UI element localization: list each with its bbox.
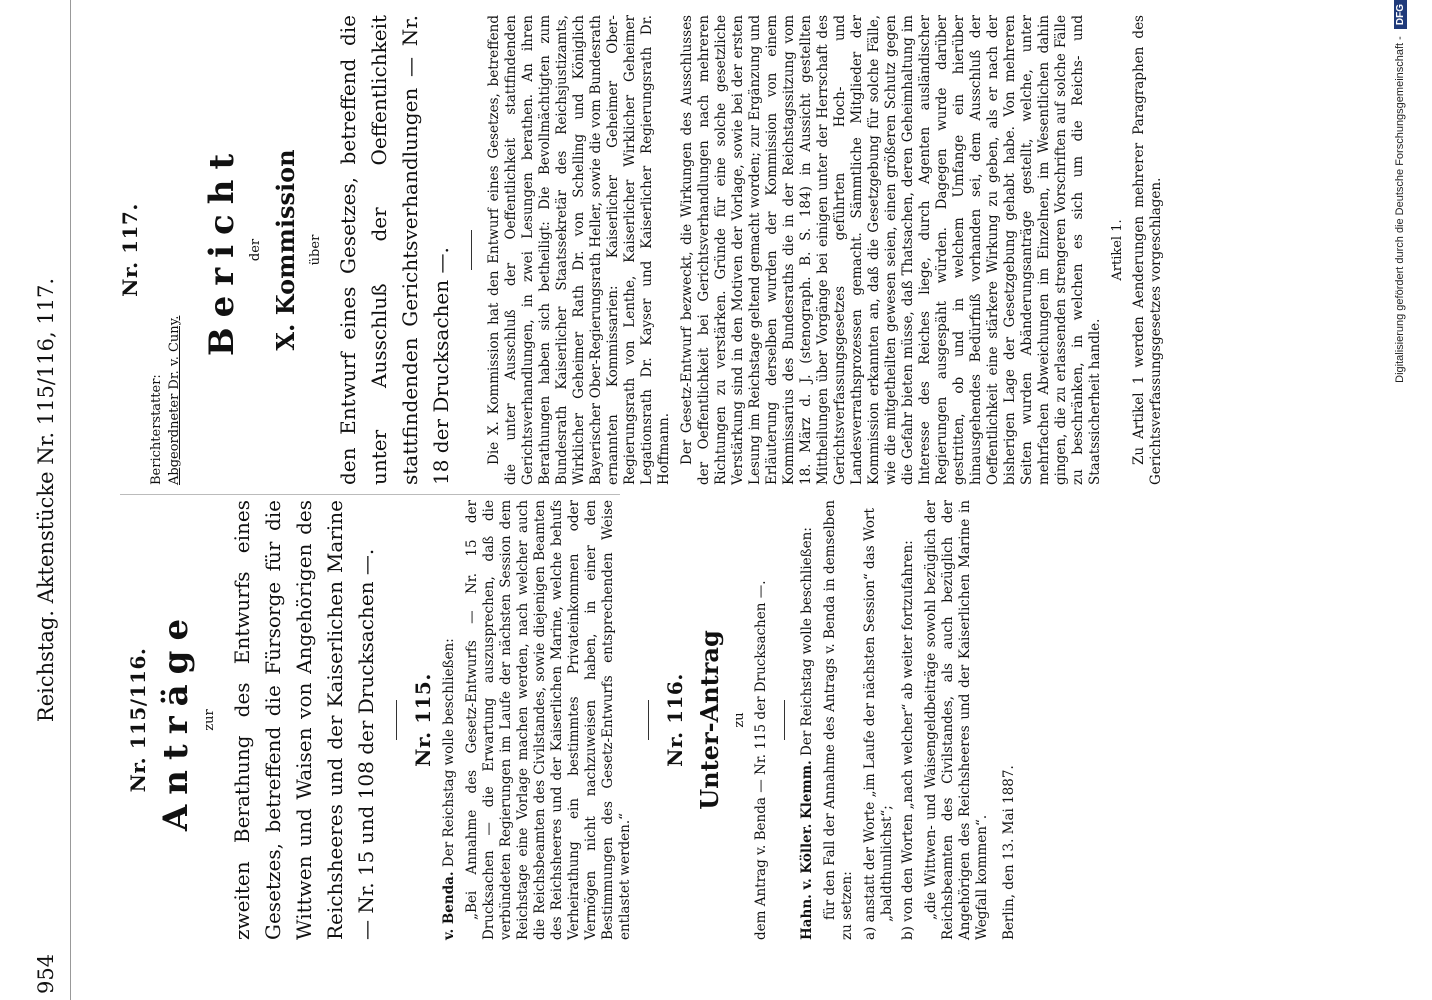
nr-115-heading: Nr. 115. — [411, 673, 435, 767]
section-rule — [784, 700, 785, 740]
section-rule — [648, 700, 649, 740]
nr-115-mover: v. Benda. — [441, 871, 457, 940]
bericht-title: Bericht — [202, 143, 242, 357]
artikel-1-heading: Artikel 1. — [1110, 219, 1125, 281]
header-rule — [70, 0, 71, 1000]
reporter-block — [148, 15, 184, 485]
ueber-label: über — [308, 234, 323, 266]
nr-116-intro-2: für den Fall der Annahme des Antrags v. Benda in demselben zu setzen: — [822, 500, 855, 940]
nr-115-116-heading: Nr. 115/116. — [126, 647, 150, 793]
nr-116-item-b: b) von den Worten „nach welcher“ ab weiter fortzufahren: — [900, 540, 916, 940]
nr-117-heading: Nr. 117. — [118, 203, 142, 297]
commission-heading: X. Kommission — [271, 149, 300, 351]
nr-116-motion — [799, 500, 816, 940]
bericht-paragraph-3: Zu Artikel 1 werden Aenderungen mehrerer Paragraphen des Gerichtsverfassungsgesetzes vorgeschlagen. — [1131, 15, 1164, 485]
page-number: 954 — [34, 953, 58, 994]
page-header — [0, 0, 70, 1000]
nr-116-item-b-quote: „die Wittwen- und Waisengeldbeiträge sowohl bezüglich der Reichsbeamten des Civilstandes, als auch bezüglich der Angehörigen des Reichsheeres und der Kaiserlichen Marine in Wegfall kommen“. — [923, 500, 990, 940]
zur-label: zur — [202, 709, 217, 731]
nr-116-heading: Nr. 116. — [663, 673, 687, 767]
nr-116-item-a: a) anstatt der Worte „im Laufe der nächsten Session“ das Wort „baldthunlichst“; — [862, 508, 895, 940]
der-label: der — [248, 238, 263, 262]
section-rule — [471, 230, 472, 270]
dfg-logo: DFG — [1394, 0, 1407, 29]
bericht-paragraph-2: Der Gesetz-Entwurf bezweckt, die Wirkungen des Ausschlusses der Oeffentlichkeit bei Gerichtsverhandlungen nach mehreren Richtungen zu verstärken. Gründe für eine solche gesetzliche Verstärkung sind in den Motiven der Vorlage, sowie bei der ersten Lesung im Reichstage geltend gemacht worden; zur Ergänzung und Erläuterung derselben wurden der Kommission von einem Kommissarius des Bundesraths die in der Reichstagssitzung vom 18. März d. J. (stenograph. B. S. 184) in Aussicht gestellten Mittheilungen über Vorgänge bei einigen unter der Herrschaft des Gerichtsverfassungsgesetzes geführten Hoch- und Landesverrathsprozessen gemacht. Sämmtliche Mitglieder der Kommission erkannten an, daß die Gesetzgebung für solche Fälle, wie die mitgetheilten gewesen seien, einen größeren Schutz gegen die Gefahr bieten müsse, daß Thatsachen, deren Geheimhaltung im Interesse des Reiches liege, durch Agenten ausländischer Regierungen ausgespäht würden. Dagegen wurde darüber gestritten, ob und in welchem Umfange ein hierüber hinausgehendes Bedürfniß vorhanden sei, dem Ausschluß der Oeffentlichkeit eine stärkere Wirkung zu geben, als er nach der bisherigen Lage der Gesetzgebung gehabt habe. Von mehreren Seiten wurden Abänderungsanträge gestellt, welche, unter mehrfachen Abweichungen im Einzelnen, im Wesentlichen dahin gingen, die zu erlassenden strengeren Vorschriften auf solche Fälle zu beschränken, in welchen es sich um die Reichs- und Staatssicherheit handle. — [679, 15, 1103, 485]
reporter-name: Abgeordneter Dr. v. Cuny. — [167, 315, 182, 485]
left-column — [120, 500, 1028, 940]
zu-label: zu — [732, 712, 747, 728]
bericht-paragraph-1: Die X. Kommission hat den Entwurf eines Gesetzes, betreffend die unter Ausschluß der Oeffentlichkeit stattfindenden Gerichtsverhandlungen, in zwei Lesungen berathen. An ihren Berathungen haben sich betheiligt: Die Bevollmächtigten zum Bundesrath Kaiserlicher Staatssekretär des Reichsjustizamts, Wirklicher Geheimer Rath Dr. von Schelling und Königlich Bayerischer Ober-Regierungsrath Heller, sowie die vom Bundesrath ernannten Kommissarien: Kaiserlicher Geheimer Ober-Regierungsrath von Lenthe, Kaiserlicher Wirklicher Geheimer Legationsrath Dr. Kayser und Kaiserlicher Regierungsrath Dr. Hoffmann. — [486, 15, 672, 485]
digitization-credit — [1394, 0, 1414, 1000]
nr-116-intro: Der Reichstag wolle beschließen: — [799, 527, 815, 756]
antraege-description: zweiten Berathung des Entwurfs eines Gesetzes, betreffend die Fürsorge für die Wittwen und Waisen von Angehörigen des Reichsheeres und der Kaiserlichen Marine — Nr. 15 und 108 der Drucksachen —. — [230, 500, 378, 940]
credit-text: Digitalisierung gefördert durch die Deutsche Forschungsgemeinschaft - — [1394, 36, 1406, 383]
column-divider — [120, 494, 620, 495]
signature-line: Berlin, den 13. Mai 1887. — [1001, 765, 1017, 940]
bericht-description: den Entwurf eines Gesetzes, betreffend die unter Ausschluß der Oeffentlichkeit stattfindenden Gerichtsverhandlungen — Nr. 18 der Drucksachen —. — [336, 15, 453, 485]
antraege-title: Anträge — [156, 608, 196, 832]
nr-115-intro: Der Reichstag wolle beschließen: — [441, 638, 457, 868]
nr-115-quote: „Bei Annahme des Gesetz-Entwurfs — Nr. 15 der Drucksachen — die Erwartung auszusprechen, daß die verbündeten Regierungen im Laufe der nächsten Session dem Reichstage eine Vorlage machen werden, nach welcher auch die Reichsbeamten des Civilstandes, sowie diejenigen Beamten des Reichsheeres und der Kaiserlichen Marine, welche behufs Verheirathung ein bestimmtes Privateinkommen oder Vermögen nicht nachzuweisen haben, in einer den Bestimmungen des Gesetz-Entwurfs entsprechenden Weise entlastet werden.“ — [464, 500, 633, 940]
unter-antrag-title: Unter-Antrag — [695, 630, 724, 810]
section-rule — [396, 700, 397, 740]
nr-116-movers: Hahn. v. Köller. Klemm. — [799, 760, 815, 940]
reporter-label: Berichterstatter: — [149, 374, 164, 485]
running-title: Reichstag. Aktenstücke Nr. 115/116, 117. — [34, 277, 58, 723]
right-column — [112, 15, 1171, 485]
nr-116-reference: dem Antrag v. Benda — Nr. 115 der Drucksachen —. — [753, 580, 769, 940]
nr-115-motion — [441, 500, 458, 940]
